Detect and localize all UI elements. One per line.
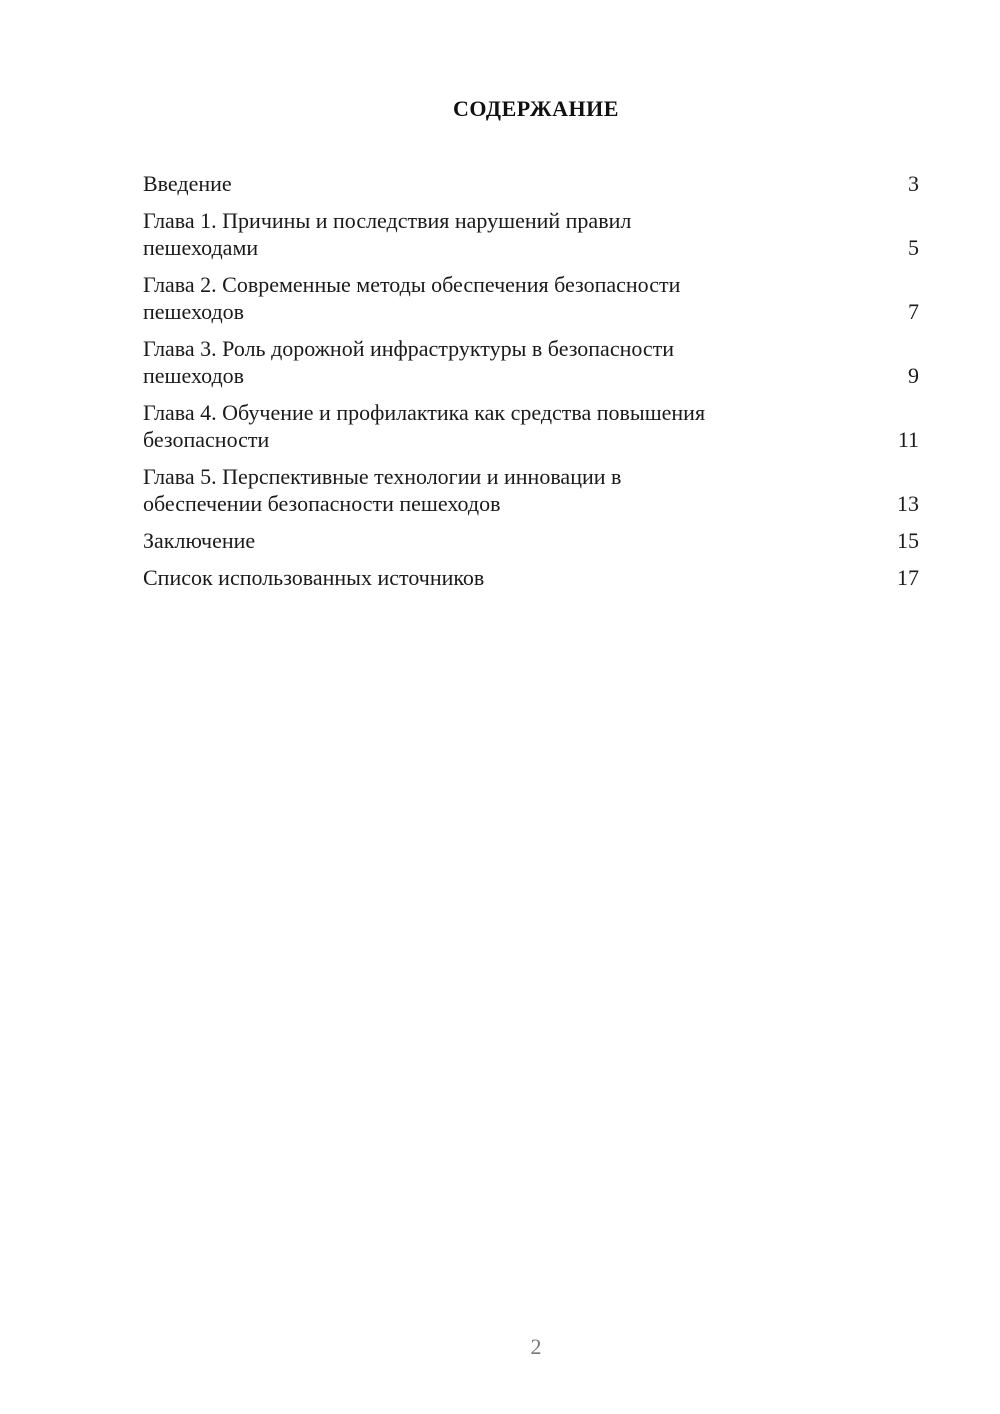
toc-entry-page: 3 bbox=[908, 171, 919, 196]
toc-entry-page: 17 bbox=[897, 565, 919, 590]
toc-entry-title: Глава 1. Причины и последствия нарушений правил пешеходами bbox=[143, 208, 632, 260]
page-title: СОДЕРЖАНИЕ bbox=[453, 96, 619, 121]
toc-entry-conclusion bbox=[143, 527, 919, 554]
toc-entry-page: 13 bbox=[897, 491, 919, 516]
toc-entry-page: 11 bbox=[897, 427, 919, 452]
toc-entry-title: Глава 4. Обучение и профилактика как средства повышения безопасности bbox=[143, 400, 706, 452]
toc-entry-references bbox=[143, 564, 919, 591]
toc-entry-chapter-5 bbox=[143, 463, 919, 517]
toc-entry-page: 9 bbox=[908, 363, 919, 388]
toc-entry-page: 15 bbox=[897, 528, 919, 553]
toc-entry-chapter-2 bbox=[143, 271, 919, 325]
toc-entry-introduction bbox=[143, 170, 919, 197]
toc-entry-title: Заключение bbox=[143, 528, 256, 553]
toc-entry-title: Список использованных источников bbox=[143, 565, 485, 590]
page-number: 2 bbox=[530, 1334, 542, 1359]
toc-entry-page: 5 bbox=[908, 235, 919, 260]
toc-entry-page: 7 bbox=[908, 299, 919, 324]
toc-entry-title: Глава 5. Перспективные технологии и инновации в обеспечении безопасности пешеходов bbox=[143, 464, 622, 516]
table-of-contents bbox=[143, 170, 919, 601]
toc-entry-chapter-4 bbox=[143, 399, 919, 453]
toc-entry-chapter-3 bbox=[143, 335, 919, 389]
toc-entry-title: Введение bbox=[143, 171, 232, 196]
toc-entry-chapter-1 bbox=[143, 207, 919, 261]
toc-entry-title: Глава 3. Роль дорожной инфраструктуры в безопасности пешеходов bbox=[143, 336, 675, 388]
toc-entry-title: Глава 2. Современные методы обеспечения безопасности пешеходов bbox=[143, 272, 681, 324]
